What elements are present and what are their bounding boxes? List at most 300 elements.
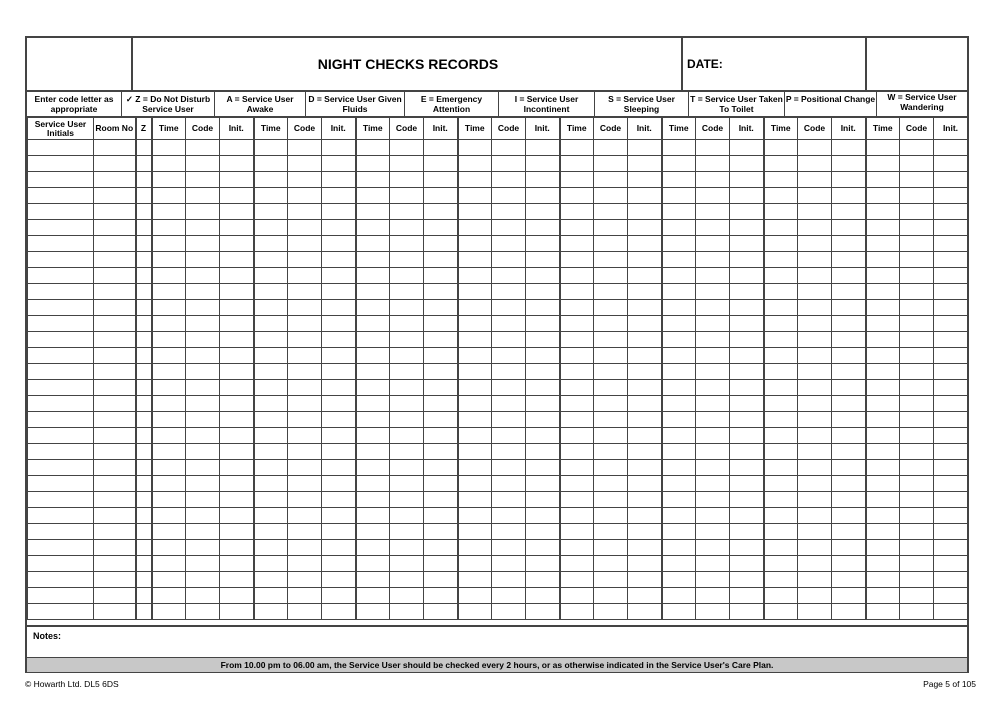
entry-cell[interactable] — [900, 204, 934, 220]
entry-cell[interactable] — [94, 188, 136, 204]
entry-cell[interactable] — [186, 604, 220, 620]
entry-cell[interactable] — [628, 204, 662, 220]
entry-cell[interactable] — [322, 524, 356, 540]
entry-cell[interactable] — [390, 412, 424, 428]
entry-cell[interactable] — [288, 524, 322, 540]
entry-cell[interactable] — [560, 268, 594, 284]
entry-cell[interactable] — [832, 556, 866, 572]
entry-cell[interactable] — [628, 588, 662, 604]
entry-cell[interactable] — [220, 572, 254, 588]
entry-cell[interactable] — [458, 588, 492, 604]
entry-cell[interactable] — [254, 444, 288, 460]
entry-cell[interactable] — [832, 380, 866, 396]
entry-cell[interactable] — [356, 492, 390, 508]
entry-cell[interactable] — [526, 300, 560, 316]
entry-cell[interactable] — [628, 396, 662, 412]
entry-cell[interactable] — [934, 428, 968, 444]
entry-cell[interactable] — [356, 236, 390, 252]
entry-cell[interactable] — [730, 492, 764, 508]
entry-cell[interactable] — [152, 140, 186, 156]
entry-cell[interactable] — [526, 476, 560, 492]
entry-cell[interactable] — [526, 316, 560, 332]
entry-cell[interactable] — [900, 412, 934, 428]
entry-cell[interactable] — [152, 508, 186, 524]
entry-cell[interactable] — [492, 204, 526, 220]
entry-cell[interactable] — [322, 252, 356, 268]
entry-cell[interactable] — [526, 588, 560, 604]
entry-cell[interactable] — [220, 492, 254, 508]
entry-cell[interactable] — [526, 396, 560, 412]
entry-cell[interactable] — [628, 412, 662, 428]
entry-cell[interactable] — [764, 140, 798, 156]
entry-cell[interactable] — [662, 588, 696, 604]
entry-cell[interactable] — [152, 444, 186, 460]
entry-cell[interactable] — [662, 556, 696, 572]
entry-cell[interactable] — [560, 252, 594, 268]
entry-cell[interactable] — [186, 252, 220, 268]
entry-cell[interactable] — [526, 380, 560, 396]
entry-cell[interactable] — [492, 364, 526, 380]
entry-cell[interactable] — [424, 508, 458, 524]
entry-cell[interactable] — [798, 492, 832, 508]
entry-cell[interactable] — [900, 604, 934, 620]
entry-cell[interactable] — [560, 300, 594, 316]
entry-cell[interactable] — [390, 236, 424, 252]
entry-cell[interactable] — [900, 252, 934, 268]
notes-box[interactable] — [27, 625, 967, 657]
entry-cell[interactable] — [458, 444, 492, 460]
entry-cell[interactable] — [356, 204, 390, 220]
entry-cell[interactable] — [560, 396, 594, 412]
entry-cell[interactable] — [94, 556, 136, 572]
entry-cell[interactable] — [458, 508, 492, 524]
entry-cell[interactable] — [492, 172, 526, 188]
entry-cell[interactable] — [900, 476, 934, 492]
entry-cell[interactable] — [424, 412, 458, 428]
entry-cell[interactable] — [628, 540, 662, 556]
entry-cell[interactable] — [220, 380, 254, 396]
entry-cell[interactable] — [94, 428, 136, 444]
entry-cell[interactable] — [934, 332, 968, 348]
entry-cell[interactable] — [28, 284, 94, 300]
entry-cell[interactable] — [798, 524, 832, 540]
entry-cell[interactable] — [934, 316, 968, 332]
entry-cell[interactable] — [356, 172, 390, 188]
entry-cell[interactable] — [28, 556, 94, 572]
entry-cell[interactable] — [628, 268, 662, 284]
entry-cell[interactable] — [662, 476, 696, 492]
entry-cell[interactable] — [662, 220, 696, 236]
entry-cell[interactable] — [866, 460, 900, 476]
entry-cell[interactable] — [220, 172, 254, 188]
entry-cell[interactable] — [798, 476, 832, 492]
entry-cell[interactable] — [136, 284, 152, 300]
entry-cell[interactable] — [254, 140, 288, 156]
entry-cell[interactable] — [900, 140, 934, 156]
entry-cell[interactable] — [424, 316, 458, 332]
entry-cell[interactable] — [288, 268, 322, 284]
entry-cell[interactable] — [526, 572, 560, 588]
entry-cell[interactable] — [356, 476, 390, 492]
entry-cell[interactable] — [424, 476, 458, 492]
entry-cell[interactable] — [628, 220, 662, 236]
entry-cell[interactable] — [934, 172, 968, 188]
entry-cell[interactable] — [594, 300, 628, 316]
entry-cell[interactable] — [662, 252, 696, 268]
entry-cell[interactable] — [526, 268, 560, 284]
entry-cell[interactable] — [186, 156, 220, 172]
entry-cell[interactable] — [136, 140, 152, 156]
entry-cell[interactable] — [288, 220, 322, 236]
entry-cell[interactable] — [662, 172, 696, 188]
entry-cell[interactable] — [492, 316, 526, 332]
entry-cell[interactable] — [934, 236, 968, 252]
entry-cell[interactable] — [696, 236, 730, 252]
entry-cell[interactable] — [866, 156, 900, 172]
entry-cell[interactable] — [934, 540, 968, 556]
entry-cell[interactable] — [662, 524, 696, 540]
entry-cell[interactable] — [764, 476, 798, 492]
entry-cell[interactable] — [94, 220, 136, 236]
entry-cell[interactable] — [594, 316, 628, 332]
entry-cell[interactable] — [900, 172, 934, 188]
entry-cell[interactable] — [730, 316, 764, 332]
entry-cell[interactable] — [866, 204, 900, 220]
entry-cell[interactable] — [136, 492, 152, 508]
entry-cell[interactable] — [526, 444, 560, 460]
entry-cell[interactable] — [152, 524, 186, 540]
entry-cell[interactable] — [458, 188, 492, 204]
entry-cell[interactable] — [390, 316, 424, 332]
entry-cell[interactable] — [594, 156, 628, 172]
entry-cell[interactable] — [28, 588, 94, 604]
entry-cell[interactable] — [696, 604, 730, 620]
entry-cell[interactable] — [900, 188, 934, 204]
entry-cell[interactable] — [764, 588, 798, 604]
entry-cell[interactable] — [254, 540, 288, 556]
entry-cell[interactable] — [866, 540, 900, 556]
entry-cell[interactable] — [798, 156, 832, 172]
entry-cell[interactable] — [662, 140, 696, 156]
entry-cell[interactable] — [526, 524, 560, 540]
entry-cell[interactable] — [866, 220, 900, 236]
entry-cell[interactable] — [730, 412, 764, 428]
entry-cell[interactable] — [832, 428, 866, 444]
entry-cell[interactable] — [526, 172, 560, 188]
entry-cell[interactable] — [254, 172, 288, 188]
entry-cell[interactable] — [356, 444, 390, 460]
entry-cell[interactable] — [458, 204, 492, 220]
entry-cell[interactable] — [254, 460, 288, 476]
entry-cell[interactable] — [424, 188, 458, 204]
entry-cell[interactable] — [254, 332, 288, 348]
entry-cell[interactable] — [136, 300, 152, 316]
entry-cell[interactable] — [288, 252, 322, 268]
entry-cell[interactable] — [136, 428, 152, 444]
entry-cell[interactable] — [254, 364, 288, 380]
entry-cell[interactable] — [458, 412, 492, 428]
entry-cell[interactable] — [594, 396, 628, 412]
entry-cell[interactable] — [560, 364, 594, 380]
entry-cell[interactable] — [424, 572, 458, 588]
entry-cell[interactable] — [424, 396, 458, 412]
entry-cell[interactable] — [900, 268, 934, 284]
entry-cell[interactable] — [136, 156, 152, 172]
entry-cell[interactable] — [526, 412, 560, 428]
entry-cell[interactable] — [832, 188, 866, 204]
entry-cell[interactable] — [220, 476, 254, 492]
entry-cell[interactable] — [288, 140, 322, 156]
entry-cell[interactable] — [594, 284, 628, 300]
entry-cell[interactable] — [628, 140, 662, 156]
entry-cell[interactable] — [560, 172, 594, 188]
entry-cell[interactable] — [28, 396, 94, 412]
entry-cell[interactable] — [322, 604, 356, 620]
entry-cell[interactable] — [356, 220, 390, 236]
entry-cell[interactable] — [662, 300, 696, 316]
entry-cell[interactable] — [424, 332, 458, 348]
entry-cell[interactable] — [492, 300, 526, 316]
entry-cell[interactable] — [136, 444, 152, 460]
entry-cell[interactable] — [560, 156, 594, 172]
entry-cell[interactable] — [900, 380, 934, 396]
entry-cell[interactable] — [560, 508, 594, 524]
entry-cell[interactable] — [934, 140, 968, 156]
entry-cell[interactable] — [94, 572, 136, 588]
entry-cell[interactable] — [560, 444, 594, 460]
entry-cell[interactable] — [186, 316, 220, 332]
entry-cell[interactable] — [900, 444, 934, 460]
entry-cell[interactable] — [662, 316, 696, 332]
entry-cell[interactable] — [136, 476, 152, 492]
entry-cell[interactable] — [866, 300, 900, 316]
entry-cell[interactable] — [390, 524, 424, 540]
entry-cell[interactable] — [254, 220, 288, 236]
entry-cell[interactable] — [662, 412, 696, 428]
entry-cell[interactable] — [288, 396, 322, 412]
entry-cell[interactable] — [390, 476, 424, 492]
entry-cell[interactable] — [254, 428, 288, 444]
entry-cell[interactable] — [696, 284, 730, 300]
entry-cell[interactable] — [492, 268, 526, 284]
entry-cell[interactable] — [220, 604, 254, 620]
entry-cell[interactable] — [28, 252, 94, 268]
entry-cell[interactable] — [458, 604, 492, 620]
entry-cell[interactable] — [288, 476, 322, 492]
entry-cell[interactable] — [832, 332, 866, 348]
entry-cell[interactable] — [560, 556, 594, 572]
entry-cell[interactable] — [152, 220, 186, 236]
entry-cell[interactable] — [356, 268, 390, 284]
entry-cell[interactable] — [900, 284, 934, 300]
entry-cell[interactable] — [594, 588, 628, 604]
entry-cell[interactable] — [764, 572, 798, 588]
entry-cell[interactable] — [390, 380, 424, 396]
entry-cell[interactable] — [696, 444, 730, 460]
entry-cell[interactable] — [186, 364, 220, 380]
entry-cell[interactable] — [356, 428, 390, 444]
entry-cell[interactable] — [186, 140, 220, 156]
entry-cell[interactable] — [356, 540, 390, 556]
entry-cell[interactable] — [152, 540, 186, 556]
entry-cell[interactable] — [458, 332, 492, 348]
entry-cell[interactable] — [832, 252, 866, 268]
entry-cell[interactable] — [288, 588, 322, 604]
entry-cell[interactable] — [764, 316, 798, 332]
entry-cell[interactable] — [458, 428, 492, 444]
entry-cell[interactable] — [628, 156, 662, 172]
entry-cell[interactable] — [832, 284, 866, 300]
entry-cell[interactable] — [560, 204, 594, 220]
entry-cell[interactable] — [696, 140, 730, 156]
entry-cell[interactable] — [866, 252, 900, 268]
entry-cell[interactable] — [322, 172, 356, 188]
entry-cell[interactable] — [764, 300, 798, 316]
entry-cell[interactable] — [696, 204, 730, 220]
entry-cell[interactable] — [696, 300, 730, 316]
entry-cell[interactable] — [594, 444, 628, 460]
entry-cell[interactable] — [220, 588, 254, 604]
entry-cell[interactable] — [322, 540, 356, 556]
entry-cell[interactable] — [764, 396, 798, 412]
entry-cell[interactable] — [764, 204, 798, 220]
entry-cell[interactable] — [220, 268, 254, 284]
entry-cell[interactable] — [832, 140, 866, 156]
entry-cell[interactable] — [560, 284, 594, 300]
entry-cell[interactable] — [322, 412, 356, 428]
entry-cell[interactable] — [934, 412, 968, 428]
entry-cell[interactable] — [832, 412, 866, 428]
entry-cell[interactable] — [764, 348, 798, 364]
entry-cell[interactable] — [628, 300, 662, 316]
entry-cell[interactable] — [594, 556, 628, 572]
entry-cell[interactable] — [832, 476, 866, 492]
entry-cell[interactable] — [594, 540, 628, 556]
entry-cell[interactable] — [28, 172, 94, 188]
entry-cell[interactable] — [492, 396, 526, 412]
entry-cell[interactable] — [390, 300, 424, 316]
entry-cell[interactable] — [254, 236, 288, 252]
entry-cell[interactable] — [390, 588, 424, 604]
entry-cell[interactable] — [152, 412, 186, 428]
entry-cell[interactable] — [390, 428, 424, 444]
entry-cell[interactable] — [934, 252, 968, 268]
entry-cell[interactable] — [662, 188, 696, 204]
entry-cell[interactable] — [798, 460, 832, 476]
entry-cell[interactable] — [832, 156, 866, 172]
entry-cell[interactable] — [254, 524, 288, 540]
entry-cell[interactable] — [832, 172, 866, 188]
entry-cell[interactable] — [288, 428, 322, 444]
entry-cell[interactable] — [152, 332, 186, 348]
entry-cell[interactable] — [696, 572, 730, 588]
entry-cell[interactable] — [186, 348, 220, 364]
entry-cell[interactable] — [662, 364, 696, 380]
entry-cell[interactable] — [152, 316, 186, 332]
entry-cell[interactable] — [458, 316, 492, 332]
entry-cell[interactable] — [424, 220, 458, 236]
entry-cell[interactable] — [560, 460, 594, 476]
entry-cell[interactable] — [798, 172, 832, 188]
entry-cell[interactable] — [798, 236, 832, 252]
entry-cell[interactable] — [730, 604, 764, 620]
entry-cell[interactable] — [798, 556, 832, 572]
entry-cell[interactable] — [866, 332, 900, 348]
entry-cell[interactable] — [594, 364, 628, 380]
entry-cell[interactable] — [390, 444, 424, 460]
entry-cell[interactable] — [424, 364, 458, 380]
entry-cell[interactable] — [356, 396, 390, 412]
entry-cell[interactable] — [356, 332, 390, 348]
entry-cell[interactable] — [628, 252, 662, 268]
entry-cell[interactable] — [220, 348, 254, 364]
entry-cell[interactable] — [94, 524, 136, 540]
entry-cell[interactable] — [934, 604, 968, 620]
entry-cell[interactable] — [136, 588, 152, 604]
entry-cell[interactable] — [560, 412, 594, 428]
entry-cell[interactable] — [526, 492, 560, 508]
entry-cell[interactable] — [152, 572, 186, 588]
entry-cell[interactable] — [900, 556, 934, 572]
entry-cell[interactable] — [492, 412, 526, 428]
entry-cell[interactable] — [28, 236, 94, 252]
entry-cell[interactable] — [730, 428, 764, 444]
entry-cell[interactable] — [662, 604, 696, 620]
entry-cell[interactable] — [390, 556, 424, 572]
entry-cell[interactable] — [832, 540, 866, 556]
entry-cell[interactable] — [136, 540, 152, 556]
entry-cell[interactable] — [730, 204, 764, 220]
entry-cell[interactable] — [492, 524, 526, 540]
entry-cell[interactable] — [798, 252, 832, 268]
entry-cell[interactable] — [492, 380, 526, 396]
entry-cell[interactable] — [798, 396, 832, 412]
entry-cell[interactable] — [900, 220, 934, 236]
entry-cell[interactable] — [526, 332, 560, 348]
entry-cell[interactable] — [594, 332, 628, 348]
entry-cell[interactable] — [152, 172, 186, 188]
entry-cell[interactable] — [186, 588, 220, 604]
entry-cell[interactable] — [764, 236, 798, 252]
entry-cell[interactable] — [662, 492, 696, 508]
entry-cell[interactable] — [322, 140, 356, 156]
entry-cell[interactable] — [94, 300, 136, 316]
entry-cell[interactable] — [832, 508, 866, 524]
entry-cell[interactable] — [764, 460, 798, 476]
entry-cell[interactable] — [254, 396, 288, 412]
entry-cell[interactable] — [730, 252, 764, 268]
entry-cell[interactable] — [28, 524, 94, 540]
entry-cell[interactable] — [136, 396, 152, 412]
entry-cell[interactable] — [458, 300, 492, 316]
entry-cell[interactable] — [696, 380, 730, 396]
entry-cell[interactable] — [628, 524, 662, 540]
entry-cell[interactable] — [492, 492, 526, 508]
entry-cell[interactable] — [798, 332, 832, 348]
entry-cell[interactable] — [94, 172, 136, 188]
entry-cell[interactable] — [730, 284, 764, 300]
entry-cell[interactable] — [934, 492, 968, 508]
entry-cell[interactable] — [662, 460, 696, 476]
entry-cell[interactable] — [798, 348, 832, 364]
entry-cell[interactable] — [94, 380, 136, 396]
entry-cell[interactable] — [424, 492, 458, 508]
entry-cell[interactable] — [764, 604, 798, 620]
entry-cell[interactable] — [764, 284, 798, 300]
entry-cell[interactable] — [730, 460, 764, 476]
entry-cell[interactable] — [186, 220, 220, 236]
entry-cell[interactable] — [798, 540, 832, 556]
